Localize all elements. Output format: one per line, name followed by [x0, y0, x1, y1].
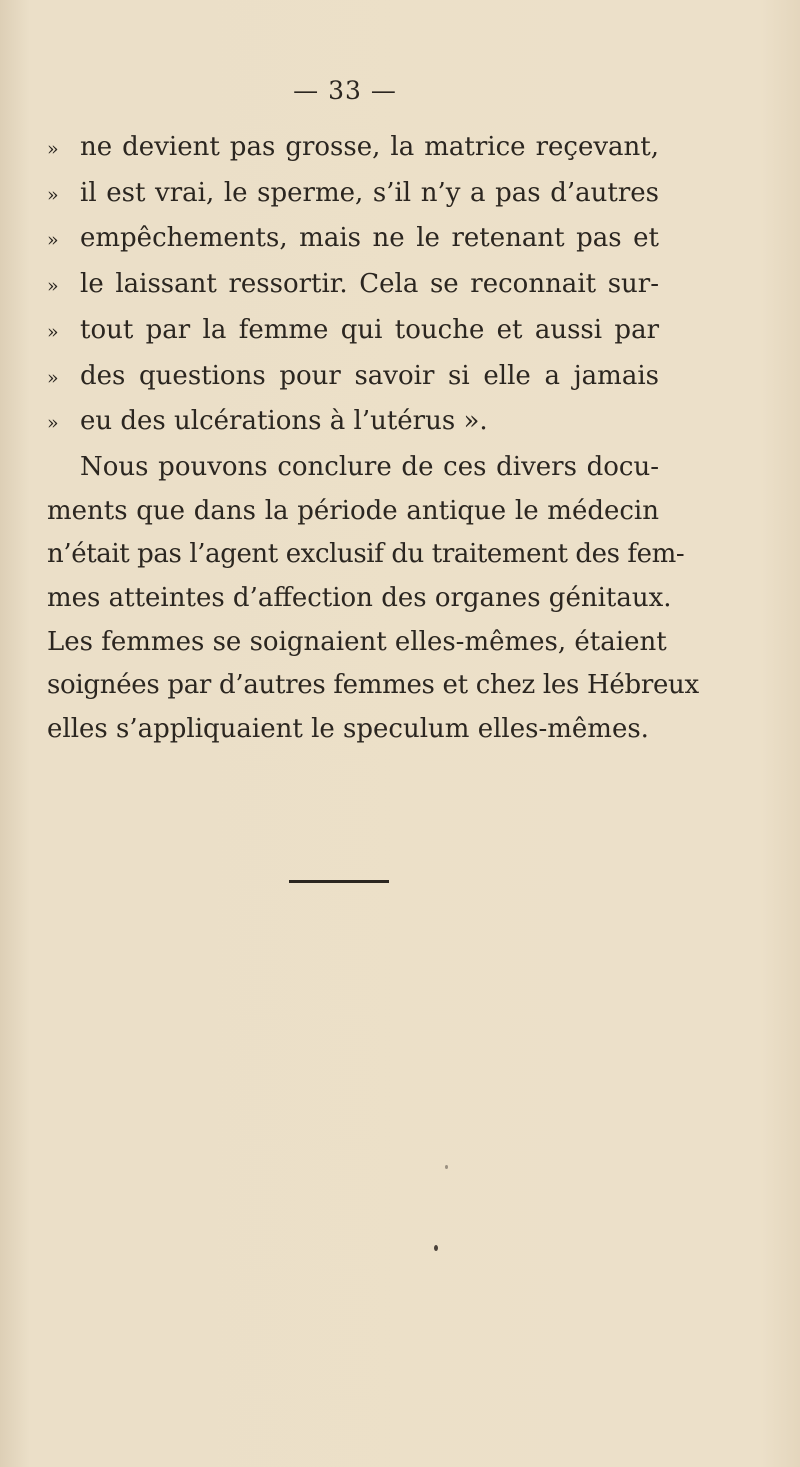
- paper-speck: [434, 1245, 438, 1251]
- quoted-line-text: eu des ulcérations à l’utérus ».: [80, 406, 488, 437]
- quoted-line: [47, 309, 659, 355]
- quoted-line-text: le laissant ressortir. Cela se reconnait sur-: [80, 269, 659, 300]
- quoted-line-text: tout par la femme qui touche et aussi par: [80, 314, 659, 345]
- body-text: [47, 126, 699, 752]
- quoted-line: [47, 400, 659, 446]
- page-number: — 33 —: [293, 76, 397, 105]
- quote-mark: »: [47, 275, 59, 298]
- quoted-line: [47, 172, 659, 218]
- paragraph-line: ments que dans la période antique le médecin: [47, 495, 659, 526]
- quoted-line: [47, 263, 659, 309]
- paragraph-line: soignées par d’autres femmes et chez les Hébreux: [47, 670, 699, 701]
- quoted-line: [47, 126, 659, 172]
- paper-speck: [445, 1165, 448, 1169]
- quote-mark: »: [47, 183, 59, 206]
- section-rule: [289, 880, 389, 883]
- paragraph-line: Nous pouvons conclure de ces divers docu-: [80, 451, 659, 482]
- quoted-line-text: ne devient pas grosse, la matrice reçevant,: [80, 132, 659, 162]
- quoted-line-text: il est vrai, le sperme, s’il n’y a pas d’autres: [80, 177, 659, 208]
- quoted-line: [47, 217, 659, 263]
- quote-mark: »: [47, 320, 59, 343]
- quoted-line: [47, 355, 659, 401]
- quote-mark: »: [47, 366, 59, 389]
- quote-mark: »: [47, 412, 59, 435]
- paragraph-line: Les femmes se soignaient elles-mêmes, étaient: [47, 626, 667, 657]
- quote-mark: »: [47, 138, 59, 160]
- paragraph-line: mes atteintes d’affection des organes génitaux.: [47, 583, 672, 614]
- quoted-line-text: des questions pour savoir si elle a jamais: [80, 360, 659, 391]
- paragraph-line: n’était pas l’agent exclusif du traitement des fem-: [47, 539, 685, 570]
- paragraph-line: elles s’appliquaient le speculum elles-mêmes.: [47, 714, 649, 745]
- quoted-line-text: empêchements, mais ne le retenant pas et: [80, 223, 659, 254]
- quote-mark: »: [47, 229, 59, 252]
